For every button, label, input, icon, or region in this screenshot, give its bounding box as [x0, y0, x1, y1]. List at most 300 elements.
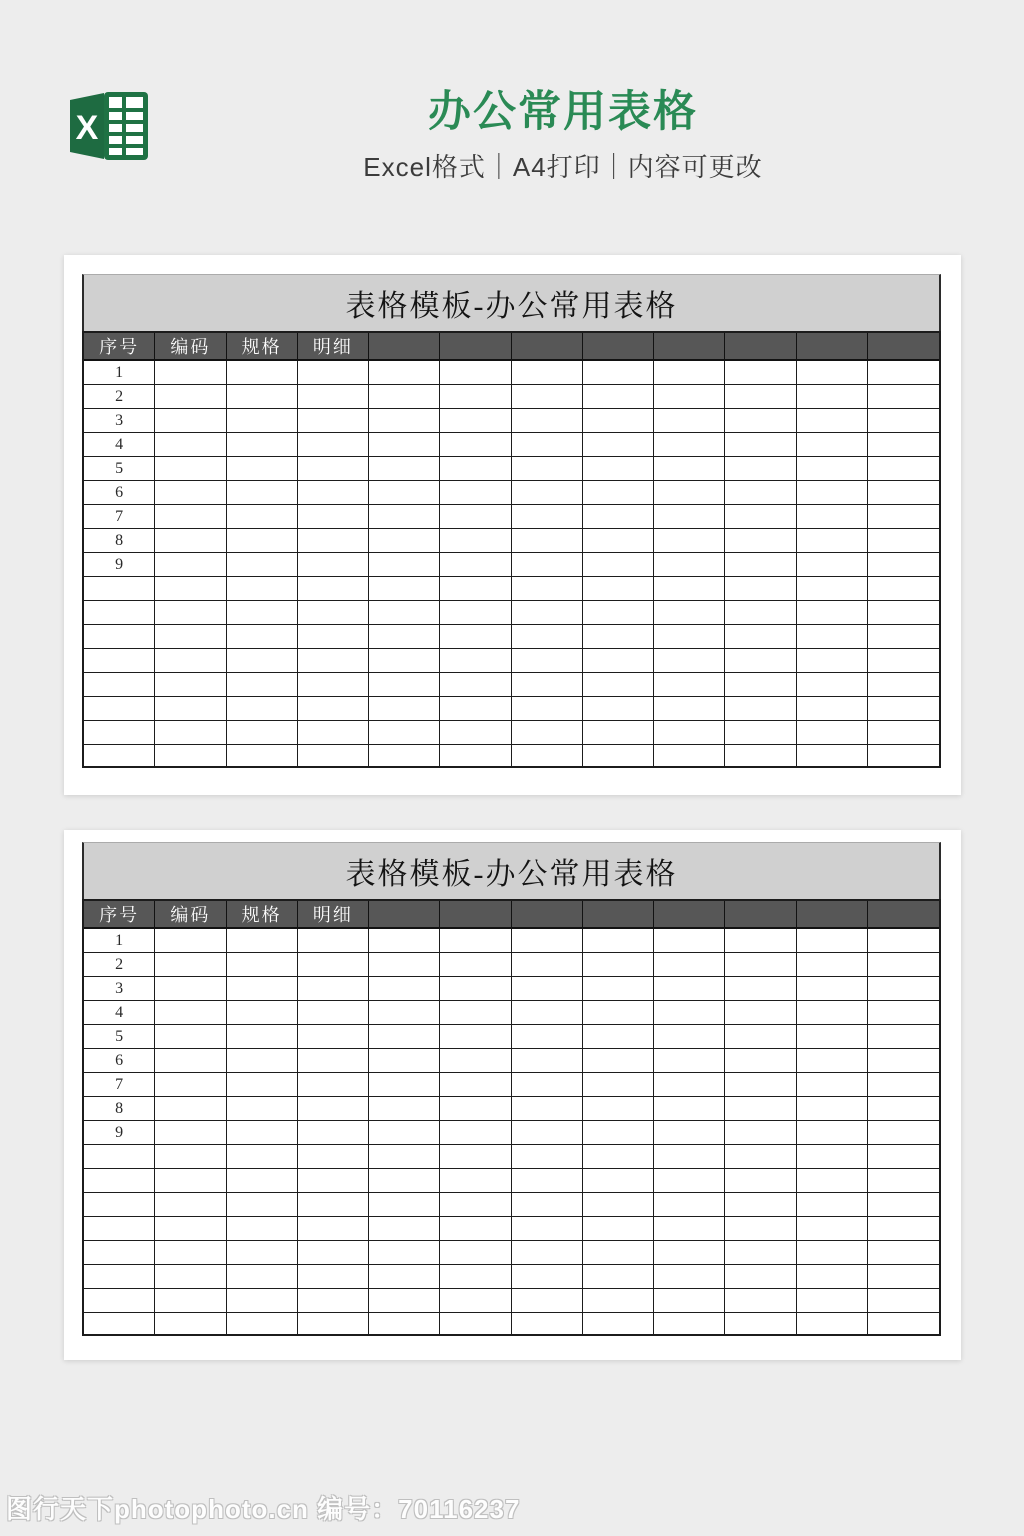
table-cell: [369, 649, 440, 673]
table-cell-clipped: [654, 745, 725, 766]
table-cell: [512, 1145, 583, 1169]
table-cell: [298, 1049, 369, 1073]
table-cell: [298, 1121, 369, 1145]
table-cell: [654, 1073, 725, 1097]
table-cell: [654, 601, 725, 625]
table-cell: [797, 1217, 868, 1241]
table-cell: [654, 553, 725, 577]
page-header: [0, 0, 1024, 220]
row-number-cell: 1: [84, 361, 155, 385]
table-cell: [725, 625, 796, 649]
table-cell-clipped: [512, 745, 583, 766]
table-cell: [868, 721, 939, 745]
table-cell: [868, 649, 939, 673]
table-cell: [369, 457, 440, 481]
table-cell: [227, 1241, 298, 1265]
table-grid-2: [82, 899, 941, 1336]
table-cell: [797, 457, 868, 481]
table-cell: [155, 1001, 226, 1025]
table-cell: [298, 1097, 369, 1121]
table-cell: [583, 385, 654, 409]
table-cell: [797, 1097, 868, 1121]
table-cell: [512, 673, 583, 697]
table-cell: [298, 529, 369, 553]
table-preview-panel-2: [64, 830, 961, 1360]
table-cell: [654, 1169, 725, 1193]
table-cell: [298, 977, 369, 1001]
table-cell-clipped: [440, 745, 511, 766]
table-cell: [797, 553, 868, 577]
row-number-cell: 1: [84, 929, 155, 953]
table-cell: [155, 977, 226, 1001]
table-cell: [868, 553, 939, 577]
table-cell: [725, 409, 796, 433]
table-cell: [369, 1217, 440, 1241]
table-cell: [155, 1097, 226, 1121]
table-cell: [155, 577, 226, 601]
table-cell-clipped: [868, 745, 939, 766]
table-cell: [155, 1145, 226, 1169]
table-cell: [440, 601, 511, 625]
table-cell: [227, 481, 298, 505]
table-cell: [369, 1193, 440, 1217]
site-watermark: 图行天下photophoto.cn 编号：70116237: [6, 1494, 521, 1524]
table-cell: [369, 1025, 440, 1049]
table-cell: [155, 625, 226, 649]
table-cell: [369, 625, 440, 649]
table-cell: [654, 953, 725, 977]
table-cell: [725, 1217, 796, 1241]
table-cell: [155, 601, 226, 625]
table-cell: [725, 1289, 796, 1313]
table-cell: [227, 1001, 298, 1025]
table-cell: [725, 697, 796, 721]
row-number-cell: 9: [84, 1121, 155, 1145]
table-cell: [583, 361, 654, 385]
table-cell: [868, 505, 939, 529]
table-cell: [797, 1145, 868, 1169]
table-cell: [298, 1241, 369, 1265]
table-cell: [227, 505, 298, 529]
table-cell: [440, 481, 511, 505]
table-cell: [298, 721, 369, 745]
table-cell: [440, 697, 511, 721]
table-cell: [654, 433, 725, 457]
table-cell: [512, 433, 583, 457]
table-cell: [298, 409, 369, 433]
table-cell: [654, 721, 725, 745]
table-cell: [797, 673, 868, 697]
table-cell-clipped: [155, 745, 226, 766]
table-cell: [868, 1217, 939, 1241]
table-cell: [583, 649, 654, 673]
table-cell: [155, 1289, 226, 1313]
table-cell: [654, 649, 725, 673]
table-cell: [797, 1025, 868, 1049]
table-cell-clipped: [298, 745, 369, 766]
table-cell: [583, 505, 654, 529]
table-cell: [440, 361, 511, 385]
table-cell: [369, 953, 440, 977]
table-cell: [725, 649, 796, 673]
table-cell: [512, 601, 583, 625]
table-cell: [725, 457, 796, 481]
table-cell: [512, 1121, 583, 1145]
table-cell: [84, 649, 155, 673]
column-header: 序号: [84, 333, 155, 361]
table-cell: [369, 929, 440, 953]
table-cell: [725, 361, 796, 385]
table-cell: [868, 1097, 939, 1121]
table-cell: [512, 1193, 583, 1217]
table-cell: [654, 1193, 725, 1217]
table-cell: [868, 409, 939, 433]
table-cell: [84, 673, 155, 697]
table-cell: [440, 1145, 511, 1169]
column-header-empty: [369, 901, 440, 929]
table-cell: [298, 953, 369, 977]
table-cell: [155, 1025, 226, 1049]
table-cell: [654, 697, 725, 721]
table-cell: [725, 1001, 796, 1025]
table-cell: [583, 929, 654, 953]
table-cell: [868, 625, 939, 649]
table-cell: [797, 1265, 868, 1289]
column-header-empty: [583, 333, 654, 361]
table-cell: [868, 385, 939, 409]
table-cell: [725, 1073, 796, 1097]
table-cell: [725, 1193, 796, 1217]
table-cell: [725, 433, 796, 457]
table-cell: [868, 529, 939, 553]
table-cell: [654, 481, 725, 505]
table-cell: [583, 1073, 654, 1097]
table-cell: [868, 1073, 939, 1097]
table-cell: [227, 1169, 298, 1193]
table-cell: [227, 953, 298, 977]
table-cell: [797, 1121, 868, 1145]
table-cell: [84, 1217, 155, 1241]
table-cell-clipped: [84, 745, 155, 766]
table-cell: [725, 385, 796, 409]
table-cell: [155, 457, 226, 481]
table-cell: [227, 649, 298, 673]
table-cell: [227, 1217, 298, 1241]
table-cell: [583, 1289, 654, 1313]
table-cell: [298, 601, 369, 625]
table-cell: [84, 1289, 155, 1313]
table-cell: [725, 1121, 796, 1145]
table-cell: [227, 457, 298, 481]
table-cell: [155, 721, 226, 745]
table-cell: [725, 577, 796, 601]
column-header-empty: [654, 901, 725, 929]
table-cell: [298, 929, 369, 953]
column-header: 序号: [84, 901, 155, 929]
table-cell: [298, 361, 369, 385]
row-number-cell: 7: [84, 1073, 155, 1097]
table-cell: [440, 1217, 511, 1241]
table-cell: [155, 1169, 226, 1193]
table-cell: [227, 1073, 298, 1097]
table-cell: [369, 1097, 440, 1121]
table-cell: [583, 953, 654, 977]
table-cell: [797, 1289, 868, 1313]
row-number-cell: 4: [84, 433, 155, 457]
table-cell: [654, 409, 725, 433]
table-cell-clipped: [84, 1313, 155, 1334]
table-cell: [155, 673, 226, 697]
row-number-cell: 2: [84, 385, 155, 409]
table-cell-clipped: [155, 1313, 226, 1334]
table-cell: [797, 649, 868, 673]
table-cell: [155, 385, 226, 409]
column-header: 规格: [227, 901, 298, 929]
table-cell: [512, 409, 583, 433]
table-cell: [725, 977, 796, 1001]
table-cell: [369, 697, 440, 721]
table-cell: [512, 361, 583, 385]
table-cell: [440, 1049, 511, 1073]
table-cell: [583, 529, 654, 553]
table-cell: [512, 1001, 583, 1025]
table-cell: [583, 1265, 654, 1289]
table-cell: [84, 697, 155, 721]
column-header-empty: [440, 901, 511, 929]
table-cell: [583, 697, 654, 721]
table-cell: [369, 1145, 440, 1169]
table-cell: [868, 1289, 939, 1313]
table-cell: [654, 625, 725, 649]
table-cell: [84, 1265, 155, 1289]
table-cell-clipped: [725, 745, 796, 766]
table-cell: [512, 1073, 583, 1097]
table-cell: [227, 1145, 298, 1169]
table-cell: [440, 977, 511, 1001]
table-cell: [583, 977, 654, 1001]
table-cell: [440, 457, 511, 481]
table-cell: [369, 1289, 440, 1313]
table-cell: [583, 1097, 654, 1121]
table-preview-panel-1: [64, 255, 961, 795]
table-cell: [369, 673, 440, 697]
table-cell: [440, 929, 511, 953]
table-cell: [512, 1049, 583, 1073]
table-cell: [155, 1049, 226, 1073]
table-cell: [583, 1193, 654, 1217]
table-cell: [797, 481, 868, 505]
table-cell: [155, 1217, 226, 1241]
column-header-empty: [725, 333, 796, 361]
table-cell: [440, 1289, 511, 1313]
table-cell: [227, 673, 298, 697]
table-cell: [654, 1049, 725, 1073]
table-cell: [298, 1025, 369, 1049]
column-header-empty: [512, 333, 583, 361]
table-cell-clipped: [298, 1313, 369, 1334]
svg-text:X: X: [75, 109, 99, 147]
table-cell: [868, 577, 939, 601]
table-cell-clipped: [369, 1313, 440, 1334]
table-cell: [227, 625, 298, 649]
table-cell: [440, 505, 511, 529]
table-cell: [797, 1049, 868, 1073]
column-header-empty: [512, 901, 583, 929]
table-cell: [227, 1097, 298, 1121]
table-cell: [512, 385, 583, 409]
page-subtitle: Excel格式｜A4打印｜内容可更改: [363, 152, 763, 182]
table-cell: [797, 1073, 868, 1097]
column-header-empty: [797, 901, 868, 929]
table-cell: [440, 1241, 511, 1265]
row-number-cell: 2: [84, 953, 155, 977]
table-cell: [868, 953, 939, 977]
table-cell: [440, 953, 511, 977]
table-cell: [868, 1121, 939, 1145]
table-cell: [440, 721, 511, 745]
table-cell-clipped: [797, 1313, 868, 1334]
table-cell: [654, 577, 725, 601]
table-cell: [797, 721, 868, 745]
table-cell: [725, 601, 796, 625]
table-cell: [512, 1097, 583, 1121]
table-cell: [654, 673, 725, 697]
table-cell: [512, 721, 583, 745]
table-cell: [654, 385, 725, 409]
column-header-empty: [369, 333, 440, 361]
table-cell: [298, 553, 369, 577]
table-cell: [369, 385, 440, 409]
table-cell: [369, 1169, 440, 1193]
table-cell: [440, 1097, 511, 1121]
table-cell: [369, 1001, 440, 1025]
table-cell-clipped: [725, 1313, 796, 1334]
table-cell: [725, 1097, 796, 1121]
table-cell: [797, 505, 868, 529]
table-cell: [512, 977, 583, 1001]
table-cell: [583, 553, 654, 577]
table-cell: [369, 1265, 440, 1289]
sheet-2: [82, 842, 941, 1336]
table-cell: [512, 553, 583, 577]
column-header: 明细: [298, 901, 369, 929]
table-cell: [868, 1145, 939, 1169]
table-cell: [654, 1097, 725, 1121]
table-cell: [654, 1025, 725, 1049]
table-cell-clipped: [440, 1313, 511, 1334]
table-cell: [440, 1193, 511, 1217]
table-cell: [440, 649, 511, 673]
table-cell: [654, 929, 725, 953]
column-header: 编码: [155, 901, 226, 929]
table-cell: [155, 1193, 226, 1217]
table-cell: [369, 433, 440, 457]
table-cell: [440, 625, 511, 649]
table-cell: [512, 1217, 583, 1241]
table-cell: [583, 673, 654, 697]
table-cell: [440, 577, 511, 601]
table-cell: [227, 553, 298, 577]
table-cell: [583, 433, 654, 457]
column-header-empty: [797, 333, 868, 361]
table-cell: [440, 433, 511, 457]
table-cell: [155, 433, 226, 457]
table-cell: [440, 529, 511, 553]
table-cell: [298, 1289, 369, 1313]
table-cell: [797, 625, 868, 649]
row-number-cell: 3: [84, 977, 155, 1001]
table-cell: [512, 1265, 583, 1289]
table-cell: [654, 505, 725, 529]
table-cell: [797, 1241, 868, 1265]
table-cell: [797, 1193, 868, 1217]
table-cell: [369, 1241, 440, 1265]
page-title: 办公常用表格: [428, 88, 698, 136]
row-number-cell: 9: [84, 553, 155, 577]
table-cell: [512, 953, 583, 977]
table-cell: [654, 977, 725, 1001]
table-cell: [84, 625, 155, 649]
table-cell: [155, 553, 226, 577]
table-cell: [369, 553, 440, 577]
row-number-cell: 6: [84, 481, 155, 505]
table-cell: [369, 1073, 440, 1097]
row-number-cell: 5: [84, 457, 155, 481]
table-cell: [868, 673, 939, 697]
table-cell: [155, 361, 226, 385]
table-cell: [654, 361, 725, 385]
table-cell: [227, 529, 298, 553]
table-cell: [440, 409, 511, 433]
table-cell: [583, 481, 654, 505]
table-cell: [512, 649, 583, 673]
table-cell: [298, 1001, 369, 1025]
table-cell: [725, 721, 796, 745]
table-cell: [440, 1265, 511, 1289]
table-cell: [298, 577, 369, 601]
column-header-empty: [725, 901, 796, 929]
table-cell: [797, 1001, 868, 1025]
table-cell: [868, 433, 939, 457]
table-cell: [725, 529, 796, 553]
row-number-cell: 8: [84, 529, 155, 553]
table-cell: [583, 1169, 654, 1193]
table-cell: [725, 1025, 796, 1049]
table-cell: [440, 385, 511, 409]
table-cell: [868, 361, 939, 385]
table-cell: [797, 433, 868, 457]
row-number-cell: 5: [84, 1025, 155, 1049]
table-cell: [654, 457, 725, 481]
table-cell: [155, 697, 226, 721]
table-cell: [583, 1145, 654, 1169]
table-cell: [512, 481, 583, 505]
table-cell: [654, 1121, 725, 1145]
table-cell: [155, 409, 226, 433]
table-cell: [227, 977, 298, 1001]
table-cell: [155, 529, 226, 553]
row-number-cell: 8: [84, 1097, 155, 1121]
table-cell: [227, 601, 298, 625]
table-cell: [512, 1241, 583, 1265]
table-cell: [868, 1265, 939, 1289]
table-cell: [583, 1217, 654, 1241]
sheet-title-1: 表格模板-办公常用表格: [82, 274, 941, 331]
table-cell: [512, 1289, 583, 1313]
table-cell: [654, 1217, 725, 1241]
table-cell: [369, 1121, 440, 1145]
table-cell: [369, 529, 440, 553]
